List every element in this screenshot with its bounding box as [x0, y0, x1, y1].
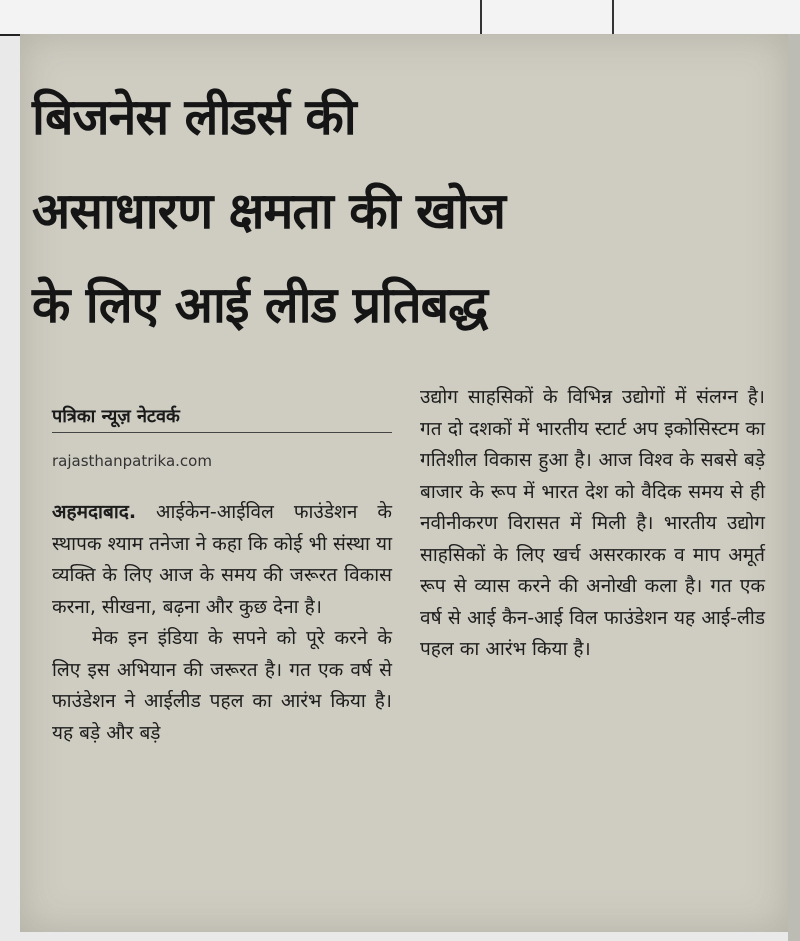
article-paragraph: उद्योग साहसिकों के विभिन्न उद्योगों में संलग्न है। गत दो दशकों में भारतीय स्टार्ट अप इकोसिस्टम का गतिशील विकास हुआ है। आज विश्व के सबसे बड़े बाजार के रूप में भारत देश को वैदिक समय से ही नवीनीकरण विरासत में मिली है। भारतीय उद्योग साहसिकों के लिए खर्च असरकारक व माप अमूर्त रूप से व्यास करने की अनोखी कला है। गत एक वर्ष से आई कैन-आई विल फाउंडेशन यह आई-लीड पहल का आरंभ किया है।: [420, 386, 765, 660]
headline-line-2: असाधारण क्षमता की खोज: [32, 182, 505, 240]
article-column-right: [420, 382, 765, 666]
website-label: rajasthanpatrika.com: [52, 452, 212, 470]
byline: पत्रिका न्यूज़ नेटवर्क: [52, 404, 392, 433]
background-page-strip: [0, 0, 800, 36]
page-edge: [788, 34, 800, 941]
article-paragraph: [52, 497, 392, 623]
headline: [32, 70, 732, 352]
background-divider: [612, 0, 614, 34]
article-paragraph: मेक इन इंडिया के सपने को पूरे करने के लिए इस अभियान की जरूरत है। गत एक वर्ष से फाउंडेशन ने आईलीड पहल का आरंभ किया है। यह बड़े और बड़े: [52, 627, 392, 744]
background-divider: [480, 0, 482, 34]
article-column-left: [52, 497, 392, 749]
headline-line-3: के लिए आई लीड प्रतिबद्ध: [32, 276, 488, 334]
paragraph-text: आईकेन-आईविल फाउंडेशन के स्थापक श्याम तनेजा ने कहा कि कोई भी संस्था या व्यक्ति के लिए आज के समय की जरूरत विकास करना, सीखना, बढ़ना और कुछ देना है।: [52, 501, 393, 618]
dateline: अहमदाबाद.: [52, 501, 137, 523]
headline-line-1: बिजनेस लीडर्स की: [32, 88, 356, 146]
